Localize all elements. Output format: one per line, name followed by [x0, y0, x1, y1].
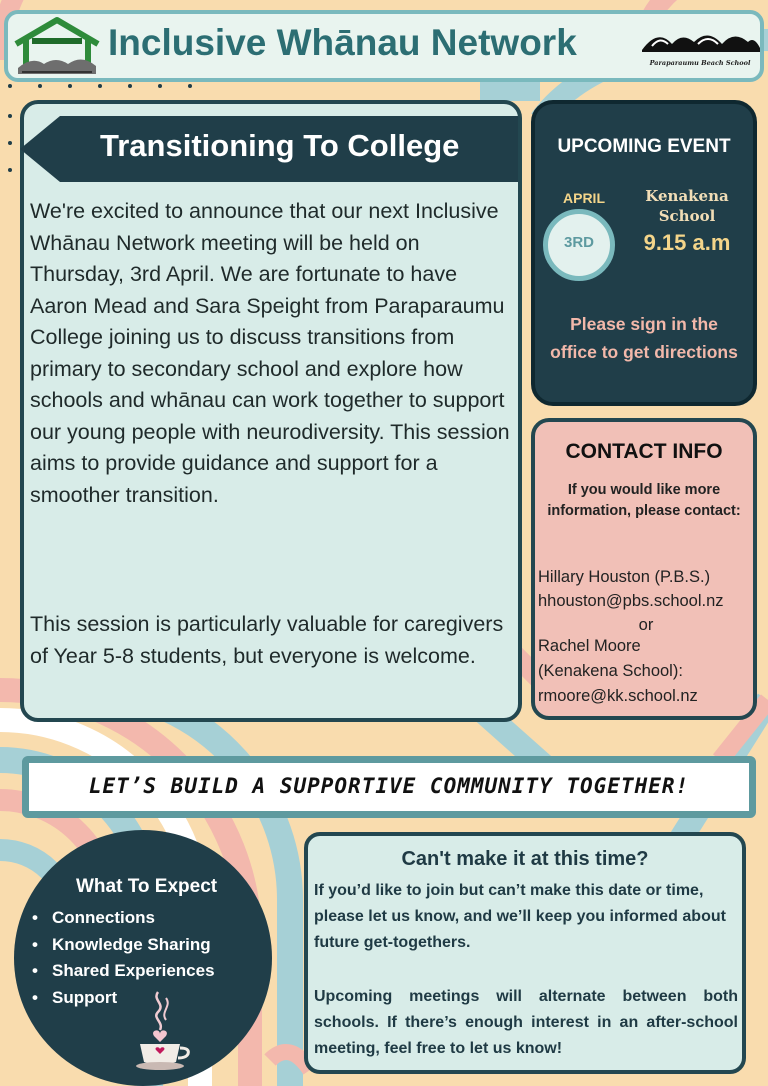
- event-time: 9.15 a.m: [643, 230, 731, 255]
- contact-email[interactable]: hhouston@pbs.school.nz: [538, 592, 724, 610]
- cant-heading: Can't make it at this time?: [401, 848, 649, 870]
- article-paragraph-2: This session is particularly valuable for caregivers of Year 5-8 students, but everyone is welcome.: [30, 612, 504, 668]
- article-paragraph-1: We're excited to announce that our next Inclusive Whānau Network meeting will be held on Thursday, 3rd April. We are fortunate to have Aaron Mead and Sara Speight from Paraparaumu College joining us to discuss transitions from primary to secondary school and explore how schools and whānau can work together to support our young people with neurodiversity. This session aims to provide guidance and support for a smoother transition.: [30, 199, 510, 507]
- what-to-expect-circle: [14, 830, 272, 1086]
- contact-line: Rachel Moore: [538, 637, 641, 655]
- coffee-cup-icon: [132, 988, 192, 1072]
- event-venue: Kenakena School: [645, 187, 729, 225]
- header: [4, 10, 764, 82]
- list-item: • Shared Experiences: [32, 961, 215, 980]
- event-month: APRIL: [563, 190, 605, 206]
- cant-paragraph-2: Upcoming meetings will alternate between both schools. If there’s enough interest in an after-school meeting, feel free to let us know!: [314, 988, 738, 1057]
- contact-info-card: [531, 418, 757, 720]
- event-note: Please sign in the office to get directions: [550, 314, 738, 362]
- community-banner: [22, 756, 756, 818]
- cant-make-it-card: [304, 832, 746, 1074]
- banner-text: LET’S BUILD A SUPPORTIVE COMMUNITY TOGETHER!: [88, 774, 690, 798]
- school-name: Paraparaumu Beach School: [649, 59, 751, 67]
- article-title: Transitioning To College: [100, 128, 460, 163]
- school-logo: [638, 26, 762, 67]
- main-article: [20, 100, 522, 722]
- expect-heading: What To Expect: [76, 876, 218, 897]
- contact-line: (Kenakena School):: [538, 662, 683, 680]
- upcoming-event-card: [531, 100, 757, 406]
- list-item: • Support: [32, 987, 118, 1007]
- event-date-circle: [543, 209, 615, 281]
- contact-heading: CONTACT INFO: [565, 440, 723, 463]
- house-icon: [12, 16, 102, 78]
- cant-paragraph-1: If you’d like to join but can’t make this date or time, please let us know, and we’ll keep you informed about future get-togethers.: [314, 882, 726, 951]
- page-title: Inclusive Whānau Network: [108, 22, 577, 63]
- contact-intro: If you would like more information, please contact:: [547, 482, 741, 519]
- list-item: • Connections: [32, 908, 155, 927]
- event-day: 3RD: [563, 234, 594, 251]
- wave-icon: [638, 26, 762, 54]
- contact-line: or: [638, 616, 654, 634]
- event-heading: UPCOMING EVENT: [557, 136, 731, 157]
- contact-line: Hillary Houston (P.B.S.): [538, 568, 711, 586]
- list-item: • Knowledge Sharing: [32, 934, 211, 954]
- contact-email[interactable]: rmoore@kk.school.nz: [538, 687, 698, 705]
